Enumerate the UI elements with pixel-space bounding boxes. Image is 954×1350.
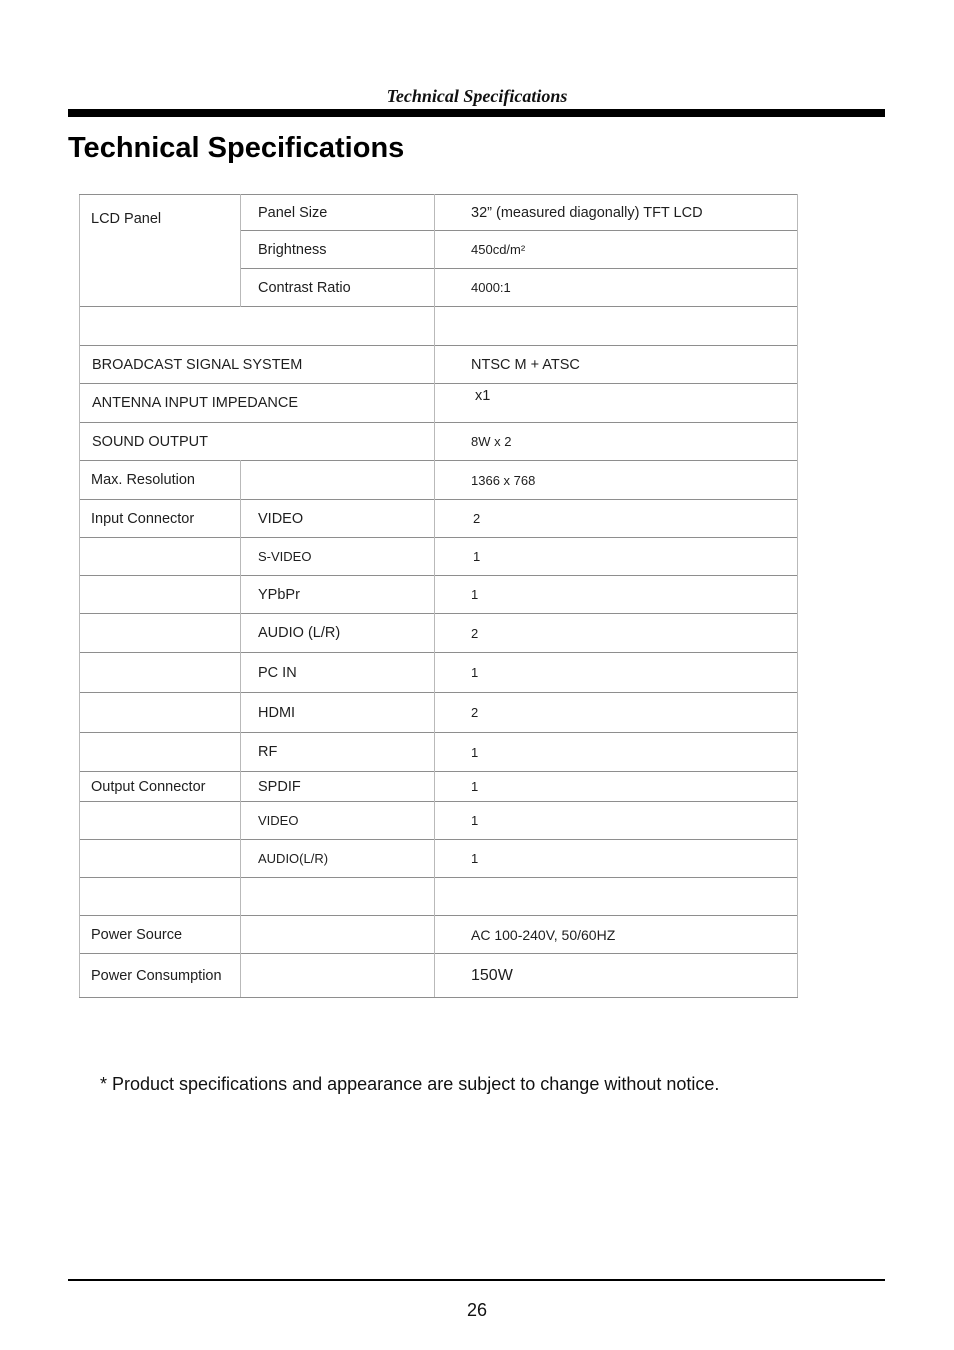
row-value: [435, 307, 798, 346]
row-label: ANTENNA INPUT IMPEDANCE: [80, 384, 435, 423]
row-label: Power Source: [80, 916, 241, 954]
row-label: Output Connector: [80, 772, 241, 802]
table-row: [80, 653, 798, 693]
row-value: 8W x 2: [435, 423, 798, 461]
row-label: [80, 878, 241, 916]
table-row: [80, 840, 798, 878]
table-row: [80, 384, 798, 423]
page-number: 26: [466, 1300, 488, 1320]
table-row: [80, 878, 798, 916]
row-value: 4000:1: [435, 269, 798, 307]
table-row: [80, 538, 798, 576]
spec-table: [79, 194, 798, 998]
row-label: Max. Resolution: [80, 461, 241, 500]
row-label: [80, 733, 241, 772]
table-row: [80, 195, 798, 231]
row-label: Power Consumption: [80, 954, 241, 998]
row-sublabel: RF: [241, 733, 435, 772]
row-value: 1: [435, 840, 798, 878]
row-value: 1: [435, 653, 798, 693]
row-value: x1: [435, 384, 798, 423]
row-value: 2: [435, 693, 798, 733]
row-sublabel: VIDEO: [241, 500, 435, 538]
table-row: [80, 772, 798, 802]
running-header: Technical Specifications: [386, 86, 568, 106]
row-value: 2: [435, 614, 798, 653]
row-sublabel: AUDIO (L/R): [241, 614, 435, 653]
row-value: NTSC M + ATSC: [435, 346, 798, 384]
row-value: 1366 x 768: [435, 461, 798, 500]
row-value: 1: [435, 772, 798, 802]
row-label: [80, 576, 241, 614]
row-label: [80, 538, 241, 576]
row-sublabel: Brightness: [241, 231, 435, 269]
row-value: 450cd/m²: [435, 231, 798, 269]
table-row: [80, 307, 798, 346]
footnote: * Product specifications and appearance are subject to change without notice.: [100, 1074, 720, 1094]
row-sublabel: PC IN: [241, 653, 435, 693]
row-value: 1: [435, 538, 798, 576]
table-row: [80, 346, 798, 384]
table-row: [80, 733, 798, 772]
table-row: [80, 576, 798, 614]
table-row: [80, 500, 798, 538]
row-value: 1: [435, 733, 798, 772]
row-sublabel: [241, 461, 435, 500]
row-sublabel: [241, 878, 435, 916]
table-row: [80, 461, 798, 500]
row-label: BROADCAST SIGNAL SYSTEM: [80, 346, 435, 384]
row-label: [80, 614, 241, 653]
row-sublabel: S-VIDEO: [241, 538, 435, 576]
header-rule: [68, 109, 885, 117]
table-row: [80, 423, 798, 461]
row-sublabel: VIDEO: [241, 802, 435, 840]
row-label: [80, 802, 241, 840]
row-value: 32” (measured diagonally) TFT LCD: [435, 195, 798, 231]
row-label: SOUND OUTPUT: [80, 423, 435, 461]
row-label: [80, 307, 435, 346]
table-row: [80, 954, 798, 998]
table-row: [80, 693, 798, 733]
row-sublabel: [241, 954, 435, 998]
row-sublabel: AUDIO(L/R): [241, 840, 435, 878]
row-sublabel: HDMI: [241, 693, 435, 733]
row-label: [80, 693, 241, 733]
row-sublabel: Contrast Ratio: [241, 269, 435, 307]
row-value: [435, 878, 798, 916]
row-sublabel: YPbPr: [241, 576, 435, 614]
row-sublabel: [241, 916, 435, 954]
row-label: LCD Panel: [80, 195, 241, 307]
row-sublabel: Panel Size: [241, 195, 435, 231]
row-sublabel: SPDIF: [241, 772, 435, 802]
table-row: [80, 802, 798, 840]
row-value: AC 100-240V, 50/60HZ: [435, 916, 798, 954]
row-value: 1: [435, 802, 798, 840]
row-value: 2: [435, 500, 798, 538]
row-label: Input Connector: [80, 500, 241, 538]
table-row: [80, 614, 798, 653]
table-row: [80, 916, 798, 954]
row-label: [80, 840, 241, 878]
row-value: 1: [435, 576, 798, 614]
page-title: Technical Specifications: [68, 132, 405, 164]
row-value: 150W: [435, 954, 798, 998]
footer-rule: [68, 1279, 885, 1281]
row-label: [80, 653, 241, 693]
